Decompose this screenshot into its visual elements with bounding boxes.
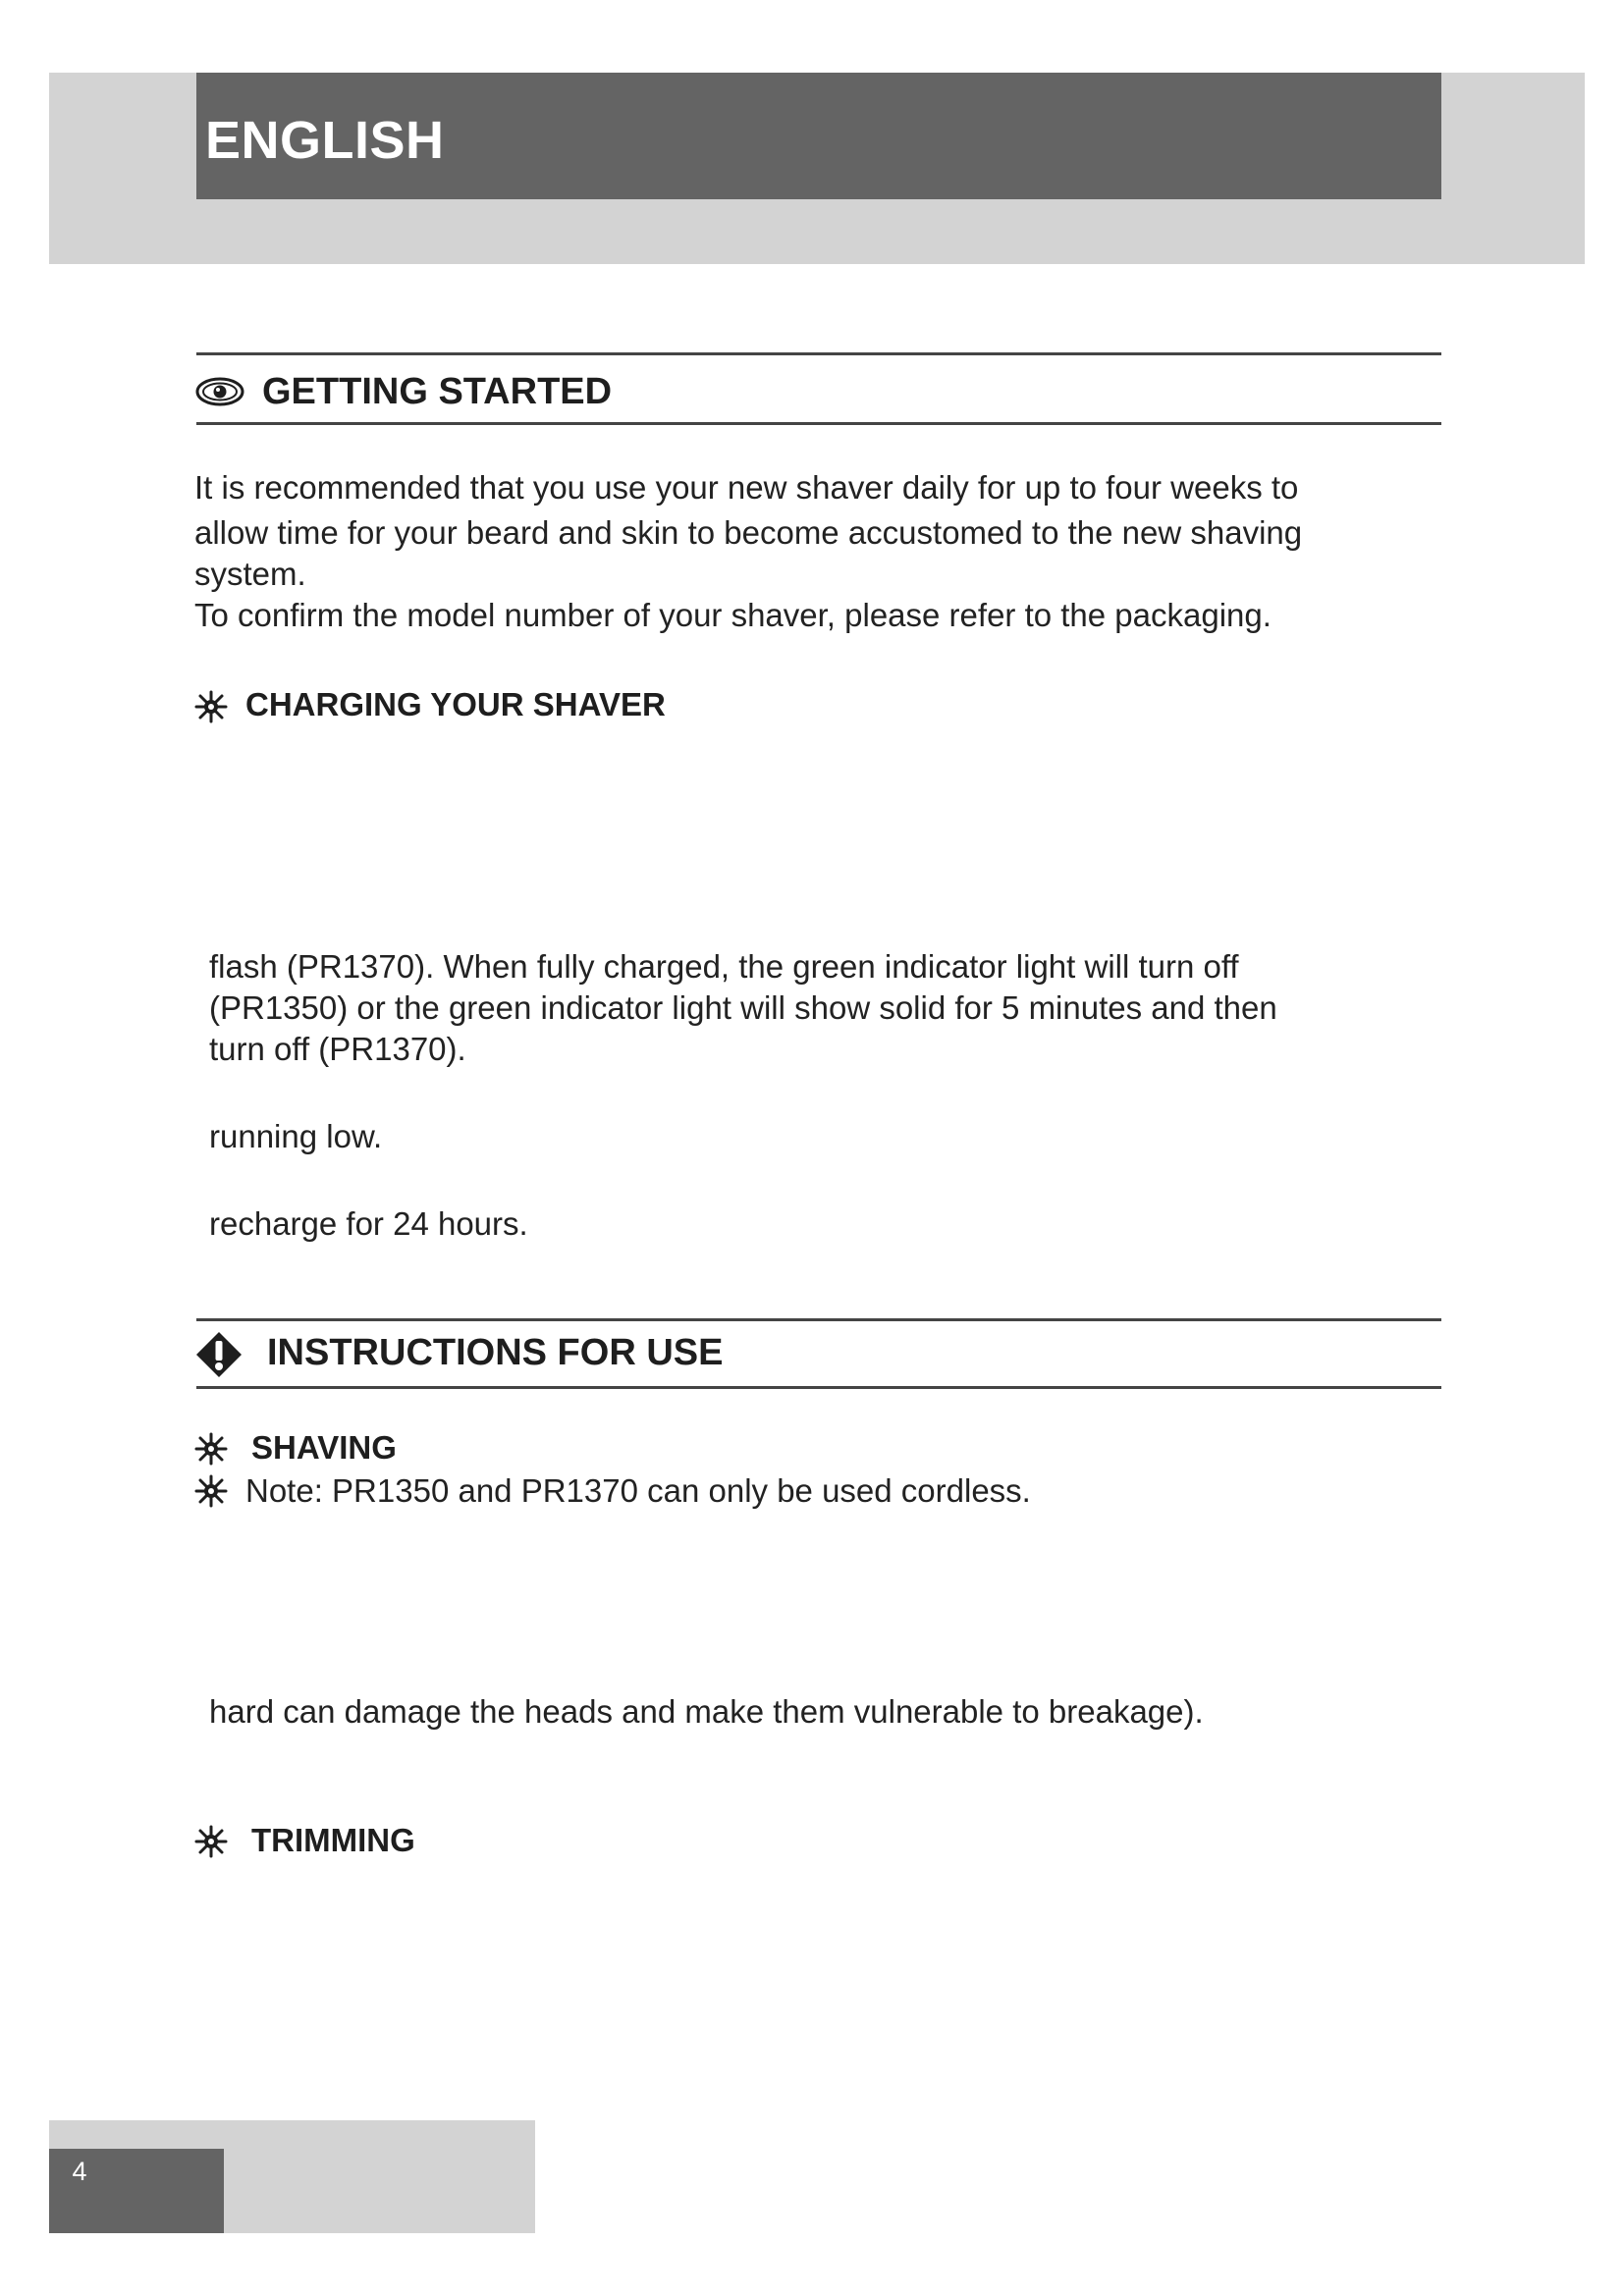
page-number-text: 4 [72,2157,87,2186]
section-title-getting-started: GETTING STARTED [262,371,613,412]
charging-line-3: turn off (PR1370). [209,1031,466,1067]
section-rule-bottom [196,1386,1441,1389]
cordless-note: Note: PR1350 and PR1370 can only be used cordless. [245,1472,1031,1509]
subsection-title-trimming: TRIMMING [251,1822,415,1858]
warning-diamond-icon [194,1330,244,1379]
eye-icon [195,374,244,409]
starburst-icon [194,1432,228,1466]
starburst-icon [194,1474,228,1508]
page-language-title: ENGLISH [205,111,445,170]
shaving-fragment-text: hard can damage the heads and make them vulnerable to breakage). [209,1693,1204,1730]
charging-line-1: flash (PR1370). When fully charged, the green indicator light will turn off [209,948,1239,985]
section-rule-bottom [196,422,1441,425]
section-rule-top [196,1318,1441,1321]
getting-started-line-2: allow time for your beard and skin to become accustomed to the new shaving [194,514,1303,551]
page-number [49,2159,224,2185]
starburst-icon [194,690,228,723]
starburst-icon [194,1825,228,1858]
getting-started-line-3: system. [194,556,306,592]
charging-line-2: (PR1350) or the green indicator light will show solid for 5 minutes and then [209,989,1277,1026]
recharge-text: recharge for 24 hours. [209,1205,528,1242]
section-title-instructions: INSTRUCTIONS FOR USE [267,1332,724,1373]
model-number-note: To confirm the model number of your shaver, please refer to the packaging. [194,597,1272,633]
getting-started-line-1: It is recommended that you use your new shaver daily for up to four weeks to [194,469,1299,506]
section-rule-top [196,352,1441,355]
running-low-text: running low. [209,1118,383,1154]
subsection-title-charging: CHARGING YOUR SHAVER [245,686,666,722]
subsection-title-shaving: SHAVING [251,1429,397,1466]
